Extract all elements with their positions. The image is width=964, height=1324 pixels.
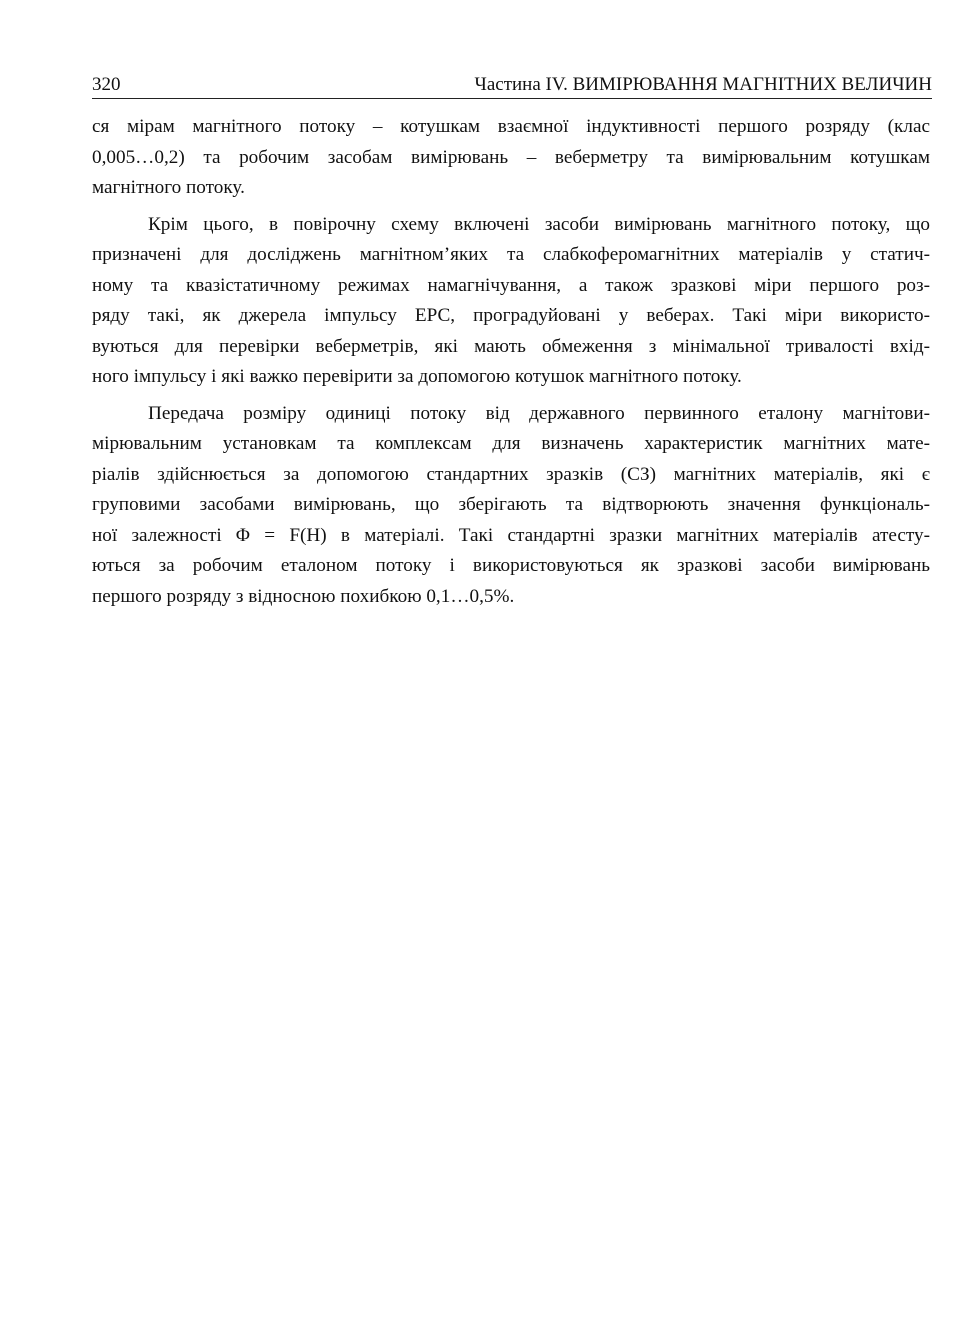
text-line: ся мірам магнітного потоку – котушкам взаємної індуктивності першого розряду (клас (92, 116, 930, 137)
text-line: першого розряду з відносною похибкою 0,1…0,5%. (92, 585, 515, 607)
text-line: Крім цього, в повірочну схему включені засоби вимірювань магнітного потоку, що (148, 213, 930, 235)
paragraph (92, 210, 930, 393)
running-header (92, 72, 932, 99)
text-line: ються за робочим еталоном потоку і використовуються як зразкові засоби вимірювань (92, 555, 930, 576)
text-line: Передача розміру одиниці потоку від державного первинного еталону магнітови- (148, 402, 930, 424)
text-line: ряду такі, як джерела імпульсу ЕРС, проградуйовані у веберах. Такі міри використо- (92, 305, 930, 326)
text-line: вуються для перевірки веберметрів, які мають обмеження з мінімальної тривалості вхід- (92, 335, 930, 357)
text-line: 0,005…0,2) та робочим засобам вимірювань – веберметру та вимірювальним котушкам (92, 146, 930, 168)
text-line: груповими засобами вимірювань, що зберігають та відтворюють значення функціональ- (92, 494, 930, 515)
text-line: ному та квазістатичному режимах намагнічування, а також зразкові міри першого роз- (92, 274, 930, 296)
text-line: мірювальним установкам та комплексам для визначень характеристик магнітних мате- (92, 433, 930, 454)
running-title: Частина IV. ВИМІРЮВАННЯ МАГНІТНИХ ВЕЛИЧИН (474, 74, 932, 95)
text-line: призначені для досліджень магнітном’яких та слабкоферомагнітних матеріалів у статич- (92, 244, 930, 265)
text-line: магнітного потоку. (92, 177, 245, 198)
page-number: 320 (92, 74, 121, 95)
text-line: ної залежності Φ = F(H) в матеріалі. Такі стандартні зразки магнітних матеріалів атесту- (92, 524, 930, 546)
paragraph (92, 399, 930, 613)
body-text (92, 112, 930, 612)
text-line: ріалів здійснюється за допомогою стандартних зразків (СЗ) магнітних матеріалів, які є (92, 463, 930, 485)
text-line: ного імпульсу і які важко перевірити за допомогою котушок магнітного потоку. (92, 366, 742, 387)
paragraph (92, 112, 930, 204)
